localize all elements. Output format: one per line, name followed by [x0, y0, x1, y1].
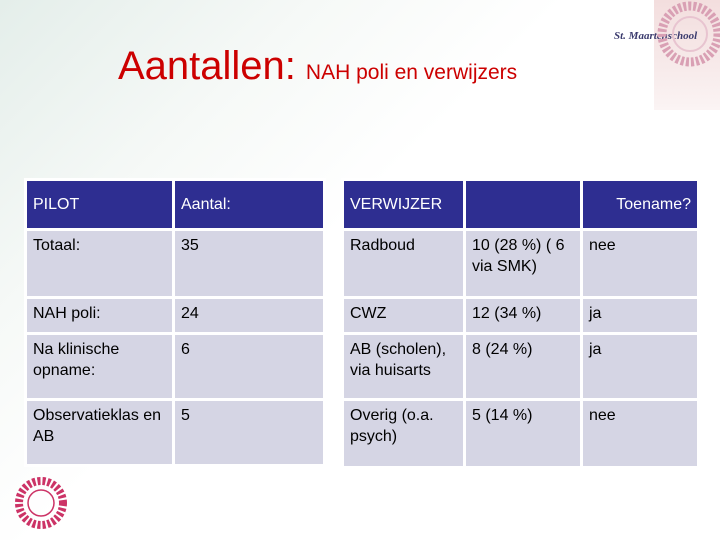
verwijzer-name-cell: CWZ: [343, 298, 465, 334]
verwijzer-name-cell: AB (scholen), via huisarts: [343, 334, 465, 400]
pilot-value-cell: 5: [174, 400, 325, 466]
table-row: [26, 230, 325, 298]
verwijzer-count-cell: 12 (34 %): [465, 298, 582, 334]
table-row: [26, 334, 325, 400]
table-row: [26, 400, 325, 466]
verwijzer-increase-cell: nee: [582, 230, 699, 298]
verwijzer-count-cell: 8 (24 %): [465, 334, 582, 400]
verwijzer-table: [341, 178, 700, 469]
pilot-value-cell: 6: [174, 334, 325, 400]
verwijzer-header-cell: Toename?: [582, 180, 699, 230]
table-row: [343, 230, 699, 298]
pilot-label-cell: Totaal:: [26, 230, 174, 298]
title-main: Aantallen:: [118, 44, 296, 88]
table-row: [26, 298, 325, 334]
pilot-header-row: [26, 180, 325, 230]
pilot-label-cell: NAH poli:: [26, 298, 174, 334]
onderwijscentrum-seal-icon: [650, 0, 720, 78]
pilot-value-cell: 24: [174, 298, 325, 334]
table-row: [343, 298, 699, 334]
verwijzer-header-cell: [465, 180, 582, 230]
verwijzer-count-cell: 5 (14 %): [465, 400, 582, 468]
pilot-label-cell: Na klinische opname:: [26, 334, 174, 400]
verwijzer-increase-cell: ja: [582, 298, 699, 334]
table-row: [343, 400, 699, 468]
table-row: [343, 334, 699, 400]
verwijzer-increase-cell: ja: [582, 334, 699, 400]
school-name: St. Maartenschool: [614, 30, 698, 42]
verwijzer-header-cell: VERWIJZER: [343, 180, 465, 230]
pilot-label-cell: Observatieklas en AB: [26, 400, 174, 466]
title-sub: NAH poli en verwijzers: [305, 61, 518, 84]
onderwijscentrum-logo-icon: [10, 472, 72, 534]
page-title: [118, 44, 517, 89]
verwijzer-name-cell: Overig (o.a. psych): [343, 400, 465, 468]
pilot-header-cell: Aantal:: [174, 180, 325, 230]
pilot-table: [24, 178, 326, 467]
verwijzer-name-cell: Radboud: [343, 230, 465, 298]
pilot-value-cell: 35: [174, 230, 325, 298]
verwijzer-increase-cell: nee: [582, 400, 699, 468]
verwijzer-header-row: [343, 180, 699, 230]
verwijzer-count-cell: 10 (28 %) ( 6 via SMK): [465, 230, 582, 298]
pilot-header-cell: PILOT: [26, 180, 174, 230]
